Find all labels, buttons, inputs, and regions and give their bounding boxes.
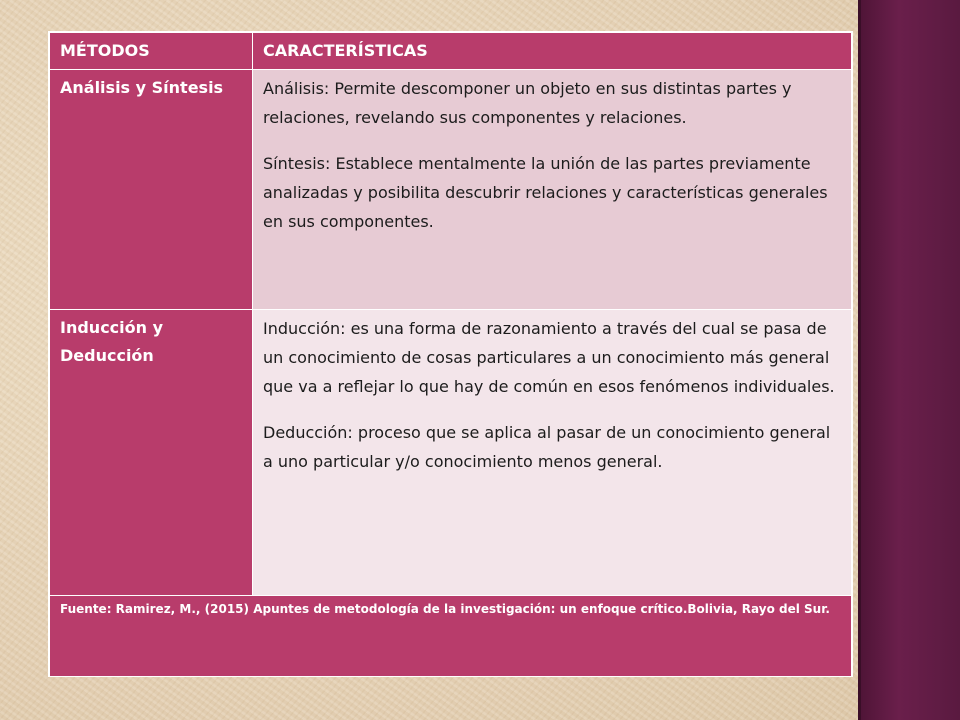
synthesis-paragraph: Síntesis: Establece mentalmente la unión de las partes previamente analizadas y posibilita descubrir relaciones y características generales en sus componentes.	[263, 154, 828, 231]
analysis-paragraph: Análisis: Permite descomponer un objeto en sus distintas partes y relaciones, revelando sus componentes y relaciones.	[263, 79, 792, 127]
decorative-side-strip	[858, 0, 960, 720]
header-methods: MÉTODOS	[50, 33, 253, 70]
methods-table-frame	[48, 31, 853, 677]
deduction-paragraph: Deducción: proceso que se aplica al pasar de un conocimiento general a uno particular y/o conocimiento menos general.	[263, 423, 831, 471]
induction-paragraph: Inducción: es una forma de razonamiento a través del cual se pasa de un conocimiento de cosas particulares a un conocimiento más general que va a reflejar lo que hay de común en esos fenómenos individuales.	[263, 319, 835, 396]
source-citation: Fuente: Ramirez, M., (2015) Apuntes de metodología de la investigación: un enfoque crítico.Bolivia, Rayo del Sur.	[50, 596, 852, 677]
header-characteristics: CARACTERÍSTICAS	[253, 33, 852, 70]
method-description-analysis-synthesis	[253, 70, 852, 310]
source-row	[50, 596, 852, 677]
method-name-induction-deduction: Inducción y Deducción	[50, 310, 253, 596]
table-row	[50, 70, 852, 310]
method-description-induction-deduction	[253, 310, 852, 596]
table-header-row	[50, 33, 852, 70]
method-name-analysis-synthesis: Análisis y Síntesis	[50, 70, 253, 310]
table-row	[50, 310, 852, 596]
methods-table	[49, 32, 852, 677]
